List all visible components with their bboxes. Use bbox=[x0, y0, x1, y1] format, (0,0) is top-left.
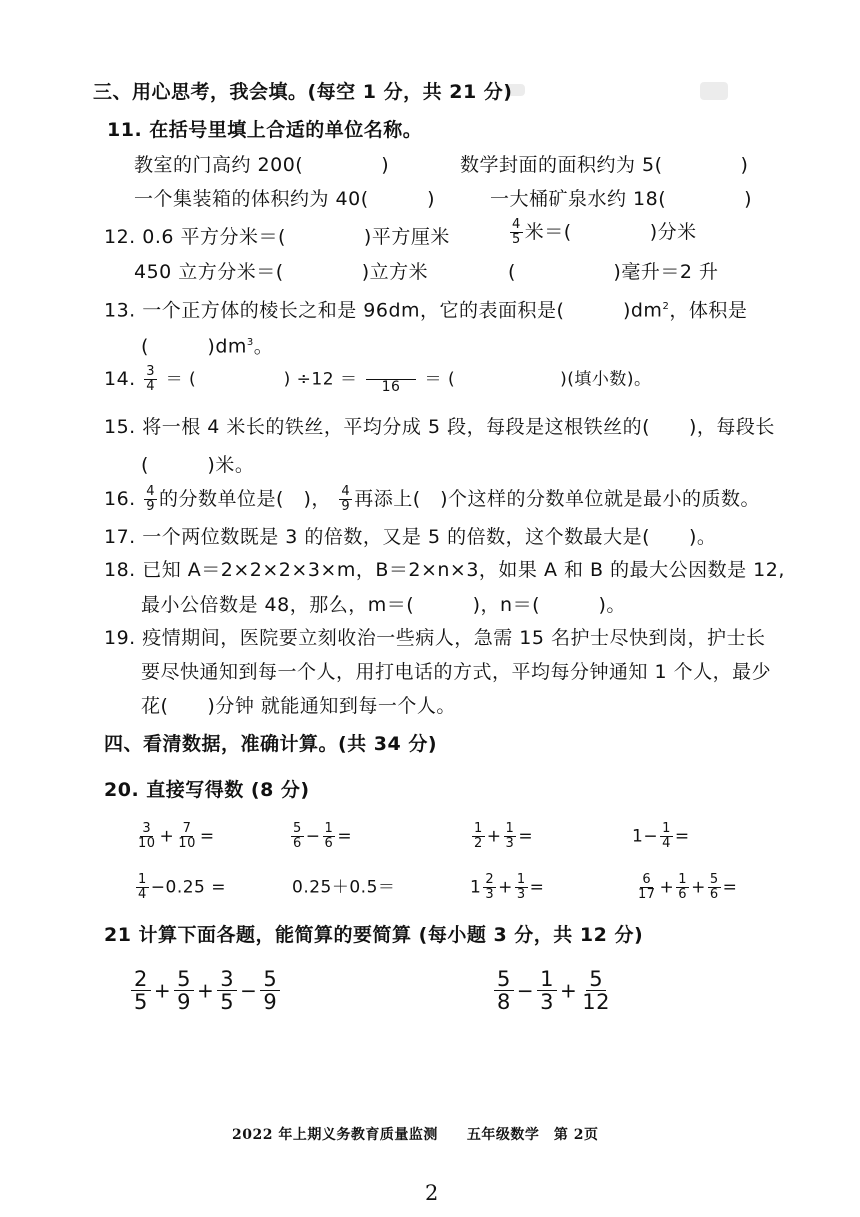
fraction: $\frac{1}{2}$ bbox=[474, 821, 483, 851]
q12-item-a: 12. 0.6 平方分米＝( )平方厘米 bbox=[104, 226, 450, 248]
q13-line1: 13. 一个正方体的棱长之和是 96dm，它的表面积是( )$dm^2$，体积是 bbox=[104, 299, 748, 322]
q19-line1: 19. 疫情期间，医院要立刻收治一些病人，急需 15 名护士尽快到岗，护士长 bbox=[104, 627, 766, 649]
fraction: $\frac{5}{8}$ bbox=[494, 968, 514, 1013]
fraction: $\frac{2}{3}$ bbox=[485, 872, 495, 902]
q20-expr-2: $\frac{5}{6}$ − $\frac{1}{6}$ = bbox=[293, 821, 353, 851]
q12-item-b: $\frac{4}{5}$ 米＝( )分米 bbox=[512, 217, 697, 247]
fraction: $\frac{5}{6}$ bbox=[709, 872, 719, 902]
fraction: $\frac{3}{4}$ bbox=[146, 364, 156, 394]
q20-expr-6: 0.25＋0.5＝ bbox=[292, 877, 396, 898]
page-footer: 2022 年上期义务教育质量监测 五年级数学 第 2页 bbox=[232, 1127, 599, 1143]
q15-line1: 15. 将一根 4 米长的铁丝，平均分成 5 段，每段是这根铁丝的( )，每段长 bbox=[104, 416, 775, 438]
fraction-blank: 16 bbox=[366, 365, 416, 394]
q17-text: 17. 一个两位数既是 3 的倍数，又是 5 的倍数，这个数最大是( )。 bbox=[104, 526, 717, 548]
fraction: $\frac{5}{12}$ bbox=[582, 967, 611, 1014]
fraction: $\frac{1}{3}$ bbox=[505, 821, 515, 851]
section-4-title: 四、看清数据，准确计算。(共 34 分) bbox=[104, 733, 438, 755]
fraction: $\frac{5}{9}$ bbox=[174, 968, 194, 1013]
q20-stem: 20. 直接写得数 (8 分) bbox=[104, 779, 310, 801]
fraction: $\frac{1}{4}$ bbox=[138, 872, 147, 902]
q13-line2: ( )$dm^3$。 bbox=[141, 335, 274, 358]
scan-smudge bbox=[700, 82, 728, 100]
fraction: $\frac{1}{6}$ bbox=[324, 821, 334, 851]
q20-expr-3: $\frac{1}{2}$ + $\frac{1}{3}$ = bbox=[474, 821, 534, 851]
q16-line: 16. $\frac{4}{9}$ 的分数单位是( )， $\frac{4}{9}$ 再添上( )个这样的分数单位就是最小的质数。 bbox=[104, 484, 761, 514]
q21-stem: 21 计算下面各题，能简算的要简算 (每小题 3 分，共 12 分) bbox=[104, 924, 644, 946]
q20-expr-7: 1 $\frac{2}{3}$ + $\frac{1}{3}$ = bbox=[470, 872, 545, 902]
page-number: 2 bbox=[425, 1181, 439, 1205]
q12-item-c: 450 立方分米＝( )立方米 bbox=[134, 261, 429, 283]
q18-line2: 最小公倍数是 48，那么，m＝( )，n＝( )。 bbox=[141, 594, 626, 616]
q11-item-c: 一个集装箱的体积约为 40( ) bbox=[134, 188, 436, 210]
q15-line2: ( )米。 bbox=[141, 454, 255, 476]
q11-item-a: 教室的门高约 200( ) bbox=[134, 154, 390, 176]
q21-problem-2: $\frac{5}{8}$ − $\frac{1}{3}$ + $\frac{5}{12}$ bbox=[491, 964, 615, 1017]
fraction: $\frac{4}{9}$ bbox=[341, 484, 351, 514]
q18-line1: 18. 已知 A＝2×2×2×3×m，B＝2×n×3，如果 A 和 B 的最大公因数是 12, bbox=[104, 559, 785, 581]
fraction: $\frac{1}{4}$ bbox=[662, 821, 671, 851]
fraction: $\frac{1}{6}$ bbox=[678, 872, 688, 902]
q19-line3: 花( )分钟 就能通知到每一个人。 bbox=[141, 695, 456, 717]
q14-line: 14. $\frac{3}{4}$ ＝ ( ) ÷12 ＝ 16 ＝ ( )(填小数)。 bbox=[104, 364, 652, 395]
fraction: $\frac{6}{17}$ bbox=[638, 872, 656, 902]
fraction: $\frac{3}{5}$ bbox=[217, 968, 237, 1013]
fraction: $\frac{4}{5}$ bbox=[512, 217, 521, 247]
fraction: $\frac{1}{3}$ bbox=[516, 872, 526, 902]
q20-expr-8: $\frac{6}{17}$ + $\frac{1}{6}$ + $\frac{5}{6}$ = bbox=[638, 872, 738, 902]
section-3-title: 三、用心思考，我会填。(每空 1 分，共 21 分) bbox=[93, 81, 513, 103]
q11-item-b: 数学封面的面积约为 5( ) bbox=[460, 154, 749, 176]
fraction: $\frac{5}{6}$ bbox=[293, 821, 302, 851]
fraction: $\frac{3}{10}$ bbox=[138, 821, 156, 851]
q11-stem: 11. 在括号里填上合适的单位名称。 bbox=[107, 119, 423, 141]
q12-item-d: ( )毫升＝2 升 bbox=[508, 261, 719, 283]
q20-expr-4: 1− $\frac{1}{4}$ = bbox=[632, 821, 690, 851]
q20-expr-5: $\frac{1}{4}$ −0.25 = bbox=[138, 872, 227, 902]
fraction: $\frac{4}{9}$ bbox=[146, 484, 156, 514]
fraction: $\frac{2}{5}$ bbox=[131, 968, 151, 1013]
q21-problem-1: $\frac{2}{5}$ + $\frac{5}{9}$ + $\frac{3}{5}$ − $\frac{5}{9}$ bbox=[128, 964, 283, 1017]
fraction: $\frac{5}{9}$ bbox=[260, 968, 280, 1013]
fraction: $\frac{1}{3}$ bbox=[537, 968, 557, 1013]
q11-item-d: 一大桶矿泉水约 18( ) bbox=[490, 188, 753, 210]
q20-expr-1: $\frac{3}{10}$ + $\frac{7}{10}$ = bbox=[138, 821, 215, 851]
fraction: $\frac{7}{10}$ bbox=[178, 821, 196, 851]
q19-line2: 要尽快通知到每一个人，用打电话的方式，平均每分钟通知 1 个人，最少 bbox=[141, 661, 772, 683]
